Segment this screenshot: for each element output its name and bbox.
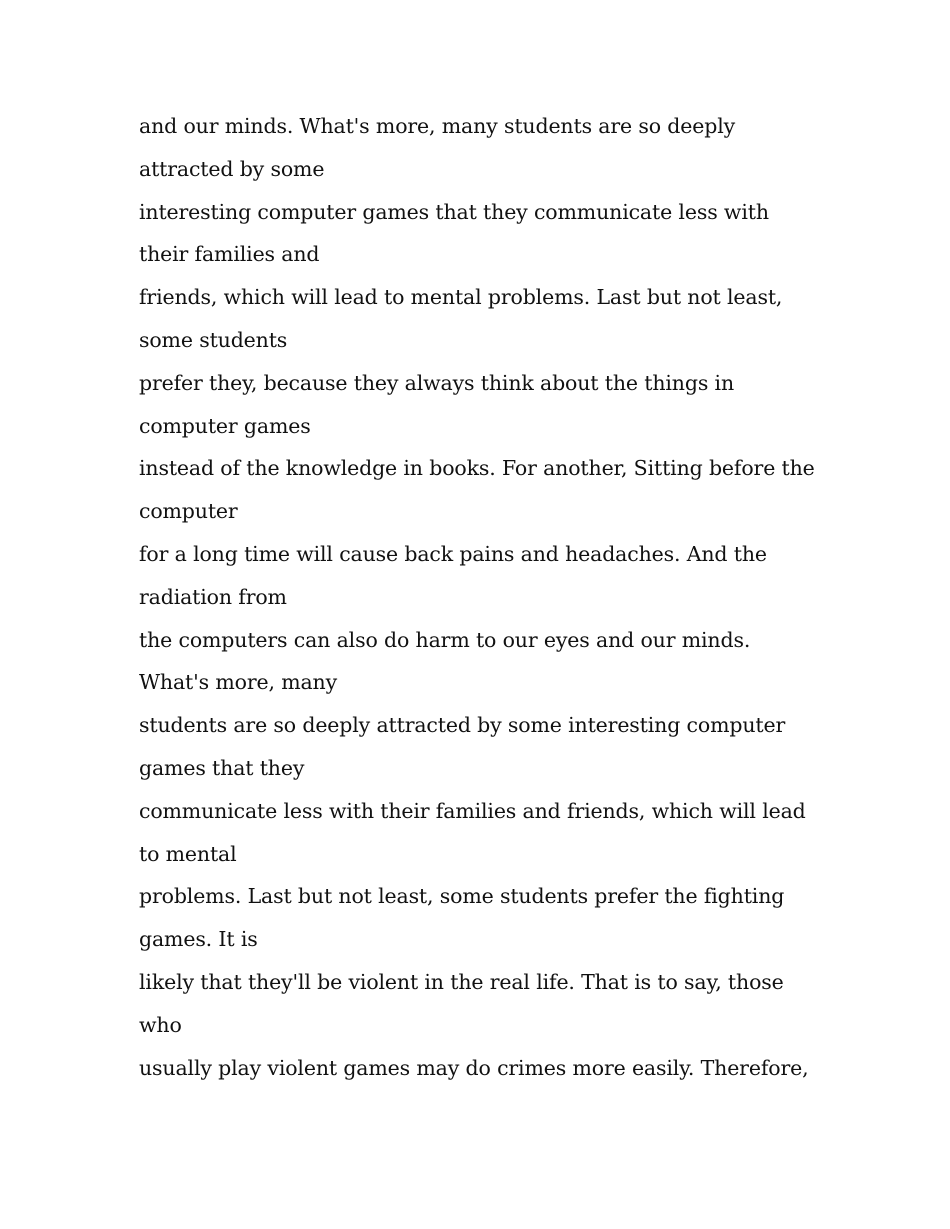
text-line: attracted by some bbox=[139, 156, 325, 181]
text-line: computer games bbox=[139, 413, 311, 438]
text-line: prefer they, because they always think about the things in bbox=[139, 370, 735, 395]
text-line: and our minds. What's more, many students are so deeply bbox=[139, 114, 736, 138]
text-line: for a long time will cause back pains and headaches. And the bbox=[139, 541, 767, 566]
text-line: instead of the knowledge in books. For another, Sitting before the bbox=[139, 456, 815, 481]
text-line: usually play violent games may do crimes more easily. Therefore, bbox=[139, 1055, 809, 1080]
text-line: likely that they'll be violent in the real life. That is to say, those bbox=[139, 969, 784, 994]
body-text bbox=[139, 105, 819, 1089]
text-line: to mental bbox=[139, 841, 237, 866]
text-line: radiation from bbox=[139, 584, 287, 609]
text-line: What's more, many bbox=[139, 670, 338, 695]
text-line: friends, which will lead to mental problems. Last but not least, bbox=[139, 285, 783, 310]
text-line: their families and bbox=[139, 242, 320, 267]
text-line: games. It is bbox=[139, 927, 258, 952]
text-line: some students bbox=[139, 327, 288, 352]
text-line: students are so deeply attracted by some interesting computer bbox=[139, 713, 786, 738]
text-line: who bbox=[139, 1012, 182, 1037]
text-line: communicate less with their families and friends, which will lead bbox=[139, 798, 806, 823]
text-line: games that they bbox=[139, 755, 305, 780]
text-line: problems. Last but not least, some students prefer the fighting bbox=[139, 884, 785, 909]
text-line: interesting computer games that they communicate less with bbox=[139, 199, 769, 224]
text-line: computer bbox=[139, 499, 238, 524]
text-line: the computers can also do harm to our eyes and our minds. bbox=[139, 627, 751, 652]
